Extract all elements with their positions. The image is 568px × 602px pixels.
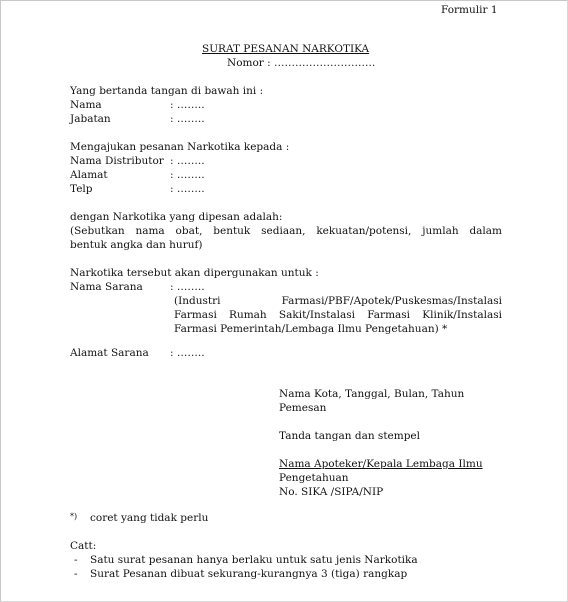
footnote-mark: *): [70, 512, 78, 521]
apoteker-name: Nama Apoteker/Kepala Lembaga Ilmu: [279, 458, 483, 470]
sarana-value: : ……..: [170, 281, 205, 293]
list-bullet: -: [74, 554, 78, 566]
catatan-label: Catt:: [70, 540, 97, 552]
signature-stamp: Tanda tangan dan stempel: [279, 430, 421, 442]
pemesan: Pemesan: [279, 402, 327, 414]
sarana-option-line-2: Farmasi Rumah Sakit/Instalasi Farmasi Klinik/Instalasi: [174, 309, 502, 321]
intro-text: Yang bertanda tangan di bawah ini :: [70, 85, 264, 97]
dipergunakan-text: Narkotika tersebut akan dipergunakan untuk :: [70, 267, 319, 279]
jabatan-value: : ……..: [170, 113, 205, 125]
alamat-sarana-label: Alamat Sarana: [70, 347, 149, 359]
sarana-option-line-1: (Industri Farmasi/PBF/Apotek/Puskesmas/Instalasi: [174, 295, 502, 307]
sarana-option-line-3: Farmasi Pemerintah/Lembaga Ilmu Pengetahuan) *: [174, 323, 448, 335]
telp-label: Telp: [70, 183, 93, 195]
sarana-label: Nama Sarana: [70, 281, 143, 293]
alamat-sarana-value: : ……..: [170, 347, 205, 359]
sebutkan-line-1: (Sebutkan nama obat, bentuk sediaan, kekuatan/potensi, jumlah dalam: [70, 225, 502, 237]
note-item-1: Satu surat pesanan hanya berlaku untuk satu jenis Narkotika: [90, 554, 418, 566]
page-border-top: [0, 0, 568, 1]
sebutkan-line-2: bentuk angka dan huruf): [70, 239, 203, 251]
distributor-value: : ……..: [170, 155, 205, 167]
document-title: SURAT PESANAN NARKOTIKA: [202, 43, 370, 55]
distributor-label: Nama Distributor: [70, 155, 164, 167]
nama-label: Nama: [70, 99, 102, 111]
dipesan-text: dengan Narkotika yang dipesan adalah:: [70, 211, 283, 223]
nama-value: : ……..: [170, 99, 205, 111]
list-bullet: -: [74, 568, 78, 580]
sika-number: No. SIKA /SIPA/NIP: [279, 486, 384, 498]
form-label: Formulir 1: [441, 4, 498, 16]
alamat-label: Alamat: [70, 169, 108, 181]
footnote-text: coret yang tidak perlu: [90, 512, 209, 524]
document-number: Nomor : ………………………..: [227, 57, 376, 69]
note-item-2: Surat Pesanan dibuat sekurang-kurangnya 3 (tiga) rangkap: [90, 568, 408, 580]
kota-tanggal: Nama Kota, Tanggal, Bulan, Tahun: [279, 388, 465, 400]
jabatan-label: Jabatan: [70, 113, 111, 125]
telp-value: : ……..: [170, 183, 205, 195]
pengetahuan: Pengetahuan: [279, 472, 349, 484]
page-border-left: [0, 0, 1, 602]
alamat-value: : ……..: [170, 169, 205, 181]
mengajukan-text: Mengajukan pesanan Narkotika kepada :: [70, 141, 290, 153]
